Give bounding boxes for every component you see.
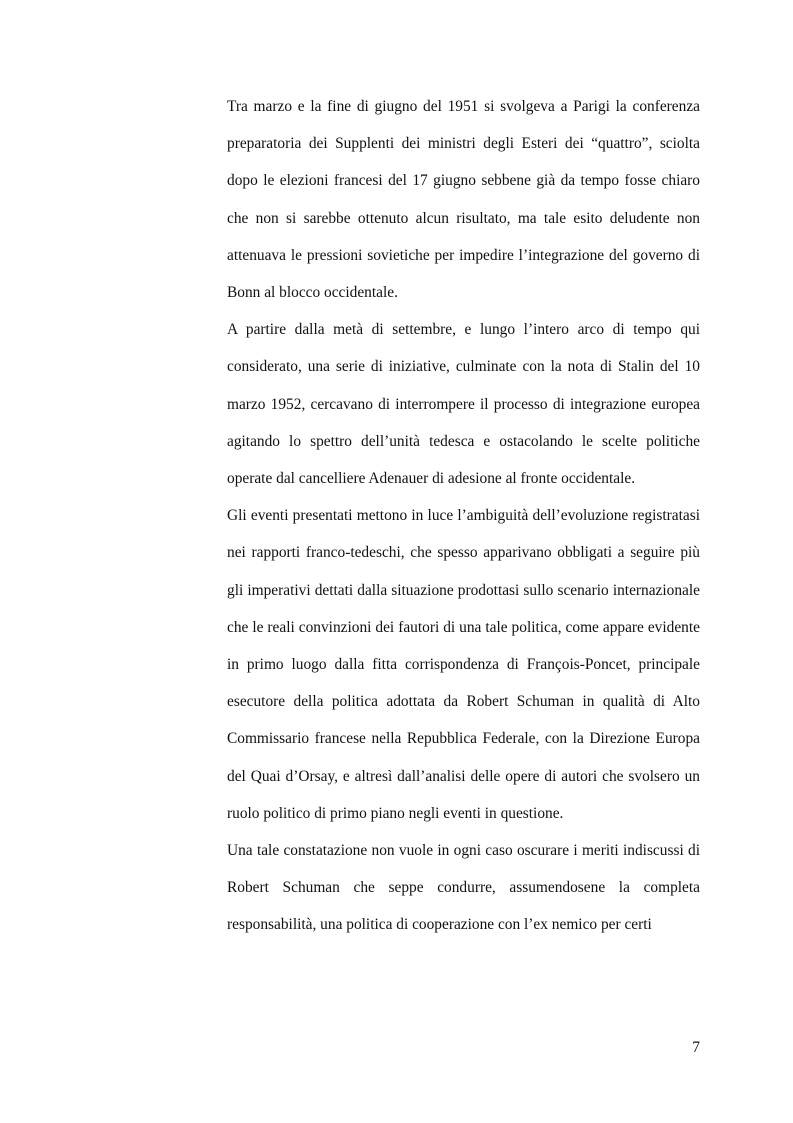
paragraph-3: Gli eventi presentati mettono in luce l’ambiguità dell’evoluzione registratasi nei rapporti franco-tedeschi, che spesso apparivano obbligati a seguire più gli imperativi dettati dalla situazione prodottasi sullo scenario internazionale che le reali convinzioni dei fautori di una tale politica, come appare evidente in primo luogo dalla fitta corrispondenza di François-Poncet, principale esecutore della politica adottata da Robert Schuman in qualità di Alto Commissario francese nella Repubblica Federale, con la Direzione Europa del Quai d’Orsay, e altresì dall’analisi delle opere di autori che svolsero un ruolo politico di primo piano negli eventi in questione. <box>227 507 700 822</box>
paragraph-1: Tra marzo e la fine di giugno del 1951 si svolgeva a Parigi la conferenza preparatoria dei Supplenti dei ministri degli Esteri dei “quattro”, sciolta dopo le elezioni francesi del 17 giugno sebbene già da tempo fosse chiaro che non si sarebbe ottenuto alcun risultato, ma tale esito deludente non attenuava le pressioni sovietiche per impedire l’integrazione del governo di Bonn al blocco occidentale. <box>227 98 700 302</box>
paragraph-2: A partire dalla metà di settembre, e lungo l’intero arco di tempo qui considerato, una serie di iniziative, culminate con la nota di Stalin del 10 marzo 1952, cercavano di interrompere il processo di integrazione europea agitando lo spettro dell’unità tedesca e ostacolando le scelte politiche operate dal cancelliere Adenauer di adesione al fronte occidentale. <box>227 321 700 488</box>
paragraph-4: Una tale constatazione non vuole in ogni caso oscurare i meriti indiscussi di Robert Schuman che seppe condurre, assumendosene la completa responsabilità, una politica di cooperazione con l’ex nemico per certi <box>227 842 700 934</box>
body-text <box>227 88 700 944</box>
page-number: 7 <box>692 1039 700 1056</box>
